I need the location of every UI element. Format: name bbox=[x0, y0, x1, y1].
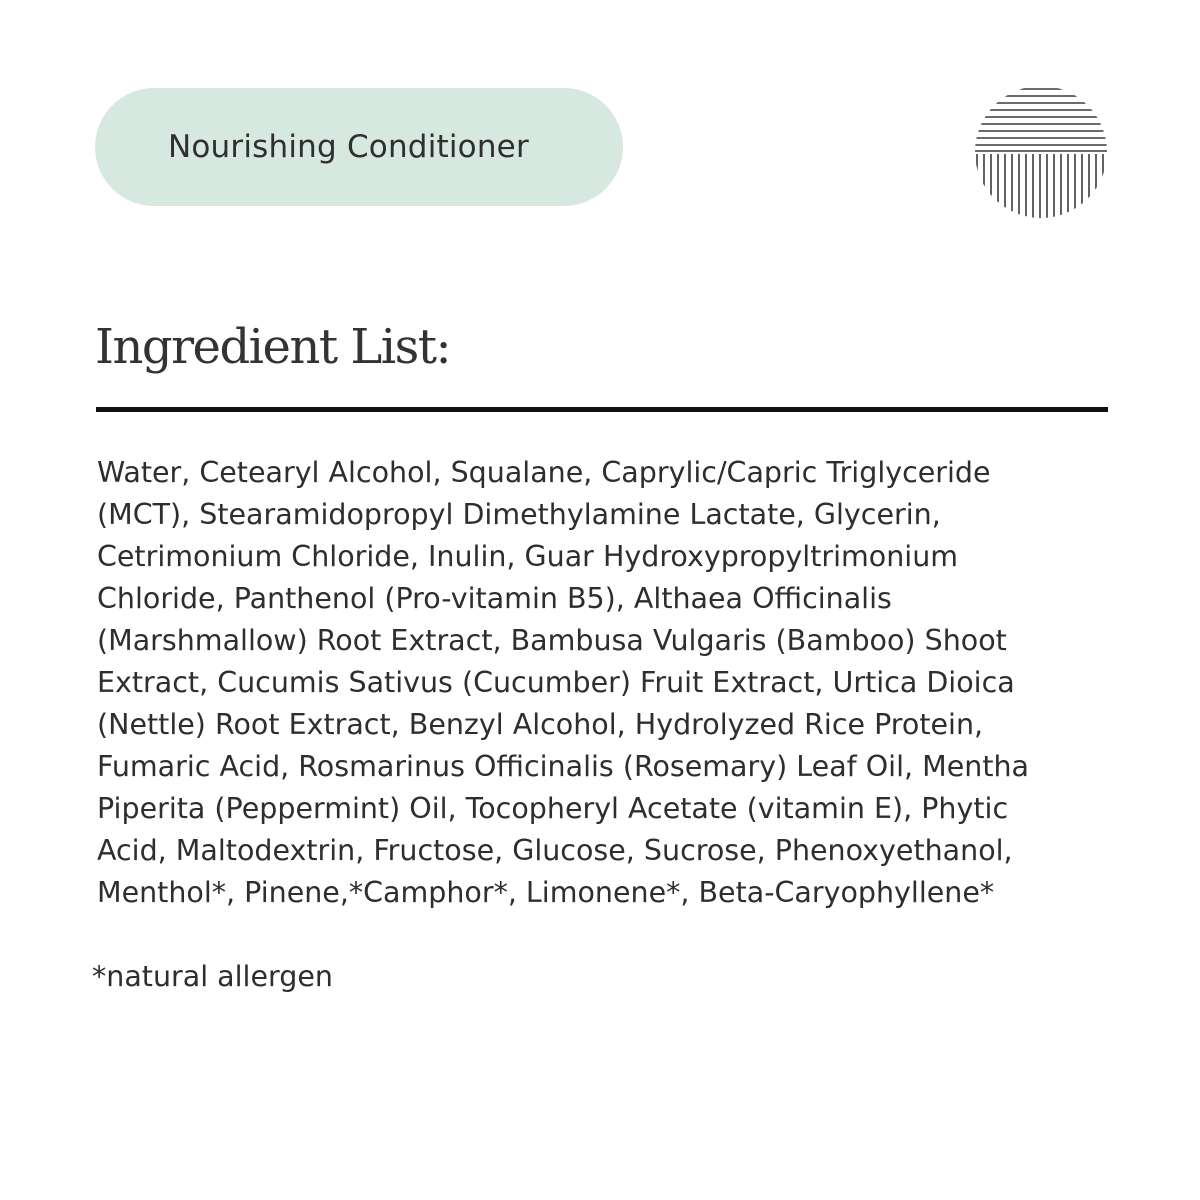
ingredient-list-heading: Ingredient List: bbox=[95, 319, 451, 375]
striped-semicircle-logo-icon bbox=[974, 85, 1108, 219]
ingredient-line: Acid, Maltodextrin, Fructose, Glucose, Sucrose, Phenoxyethanol, bbox=[97, 834, 1013, 867]
ingredient-line: Water, Cetearyl Alcohol, Squalane, Caprylic/Capric Triglyceride bbox=[97, 456, 991, 489]
allergen-footnote: *natural allergen bbox=[92, 960, 333, 993]
product-name: Nourishing Conditioner bbox=[168, 129, 529, 165]
ingredient-line: (Nettle) Root Extract, Benzyl Alcohol, Hydrolyzed Rice Protein, bbox=[97, 708, 984, 741]
section-divider bbox=[96, 407, 1108, 412]
ingredient-line: Cetrimonium Chloride, Inulin, Guar Hydroxypropyltrimonium bbox=[97, 540, 959, 573]
ingredient-line: Piperita (Peppermint) Oil, Tocopheryl Acetate (vitamin E), Phytic bbox=[97, 792, 1009, 825]
ingredient-line: Extract, Cucumis Sativus (Cucumber) Fruit Extract, Urtica Dioica bbox=[97, 666, 1015, 699]
ingredient-list bbox=[97, 452, 1087, 914]
product-name-badge bbox=[95, 88, 623, 206]
ingredient-line: (MCT), Stearamidopropyl Dimethylamine Lactate, Glycerin, bbox=[97, 498, 941, 531]
ingredient-line: (Marshmallow) Root Extract, Bambusa Vulgaris (Bamboo) Shoot bbox=[97, 624, 1007, 657]
ingredient-line: Fumaric Acid, Rosmarinus Officinalis (Rosemary) Leaf Oil, Mentha bbox=[97, 750, 1030, 783]
ingredient-line: Chloride, Panthenol (Pro-vitamin B5), Althaea Officinalis bbox=[97, 582, 892, 615]
ingredient-line: Menthol*, Pinene,*Camphor*, Limonene*, Beta-Caryophyllene* bbox=[97, 876, 995, 909]
